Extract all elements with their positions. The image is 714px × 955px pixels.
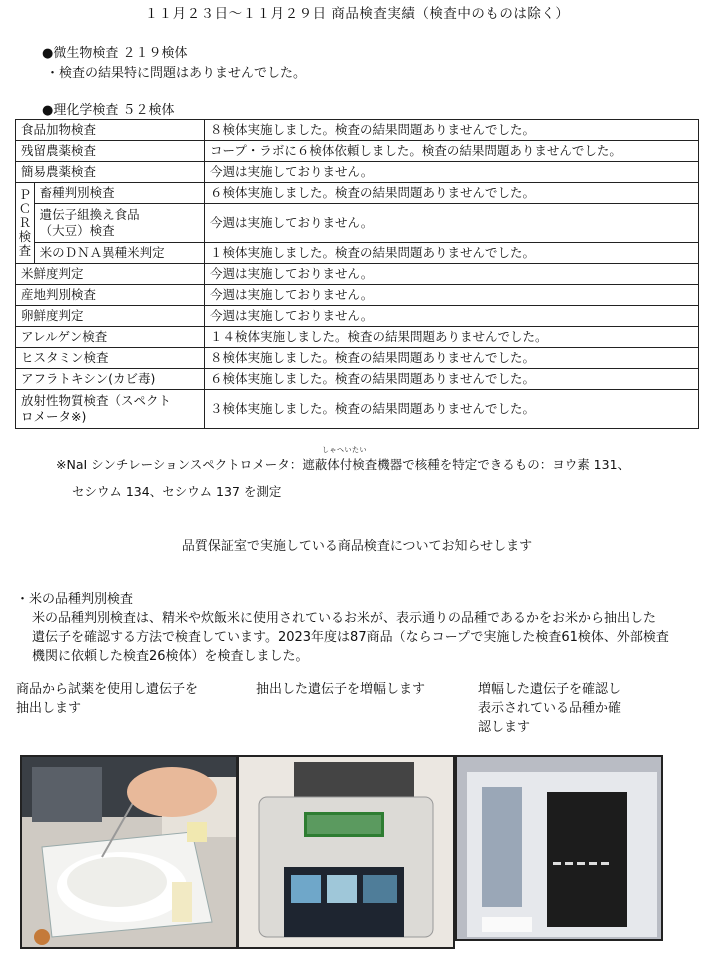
table-row [16,243,699,264]
rice-heading: ・米の品種判別検査 [16,592,134,607]
step-caption-3: 増幅した遺伝子を確認し 表示されている品種か確 認します [478,682,622,735]
test-result-cell: 今週は実施しておりません。 [205,306,699,327]
table-row [16,162,699,183]
test-name-cell: 米のＤＮＡ異種米判定 [34,243,204,264]
table-row [16,264,699,285]
test-result-cell: 今週は実施しておりません。 [205,162,699,183]
table-row [16,141,699,162]
ruby-reading: しゃへいたい [322,446,367,454]
table-row [16,369,699,390]
table-row [16,327,699,348]
test-result-cell: ８検体実施しました。検査の結果問題ありませんでした。 [205,120,699,141]
notice-text: 品質保証室で実施している商品検査についてお知らせします [181,539,533,554]
test-result-cell: 今週は実施しておりません。 [205,285,699,306]
table-row [16,348,699,369]
test-result-cell: 今週は実施しておりません。 [205,204,699,243]
rice-line3: 機関に依頼した検査26検体）を検査しました。 [32,649,309,664]
test-result-cell: ３検体実施しました。検査の結果問題ありませんでした。 [205,390,699,429]
test-result-cell: ６検体実施しました。検査の結果問題ありませんでした。 [205,369,699,390]
table-row [16,120,699,141]
test-name-cell: アフラトキシン(カビ毒) [16,369,205,390]
inspection-table [15,119,699,429]
test-result-cell: １検体実施しました。検査の結果問題ありませんでした。 [205,243,699,264]
test-name-cell: 簡易農薬検査 [16,162,205,183]
test-name-cell: 遺伝子組換え食品 （大豆）検査 [34,204,204,243]
table-row [16,183,699,204]
test-name-cell: 卵鮮度判定 [16,306,205,327]
micro-note: ・検査の結果特に問題はありませんでした。 [46,66,307,81]
test-name-cell: アレルゲン検査 [16,327,205,348]
micro-heading: ●微生物検査 ２１９検体 [42,46,188,61]
phys-heading: ●理化学検査 ５２検体 [42,103,175,118]
test-result-cell: １４検体実施しました。検査の結果問題ありませんでした。 [205,327,699,348]
footnote-line1: ※NaI シンチレーションスペクトロメータ：遮蔽体付検査機器で核種を特定できるもの：ヨウ素 131、 [56,457,631,472]
step-caption-2: 抽出した遺伝子を増幅します [256,682,426,697]
table-row [16,390,699,429]
photo-thermal-cycler [237,755,455,949]
pcr-group-label: ＰＣＲ検査 [16,183,35,264]
table-row [16,306,699,327]
photo-gel-image [455,755,663,941]
rice-line2: 遺伝子を確認する方法で検査しています。2023年度は87商品（ならコープで実施した検査61検体、外部検査 [32,630,669,645]
test-name-cell: 畜種判別検査 [34,183,204,204]
photo-rice-extraction [20,755,238,949]
step-caption-1: 商品から試薬を使用し遺伝子を 抽出します [16,682,199,716]
test-name-cell: 米鮮度判定 [16,264,205,285]
test-result-cell: ６検体実施しました。検査の結果問題ありませんでした。 [205,183,699,204]
test-result-cell: ８検体実施しました。検査の結果問題ありませんでした。 [205,348,699,369]
test-name-cell: ヒスタミン検査 [16,348,205,369]
footnote-line2: セシウム 134、セシウム 137 を測定 [72,484,282,499]
test-result-cell: コープ・ラボに６検体依頼しました。検査の結果問題ありませんでした。 [205,141,699,162]
test-name-cell: 食品加物検査 [16,120,205,141]
page-title: １１月２３日～１１月２９日 商品検査実績（検査中のものは除く） [144,6,570,22]
table-row [16,285,699,306]
test-name-cell: 産地判別検査 [16,285,205,306]
test-name-cell: 放射性物質検査（スペクト ロメータ※) [16,390,205,429]
test-result-cell: 今週は実施しておりません。 [205,264,699,285]
table-row [16,204,699,243]
rice-line1: 米の品種判別検査は、精米や炊飯米に使用されているお米が、表示通りの品種であるかをお米から抽出した [32,611,657,626]
test-name-cell: 残留農薬検査 [16,141,205,162]
